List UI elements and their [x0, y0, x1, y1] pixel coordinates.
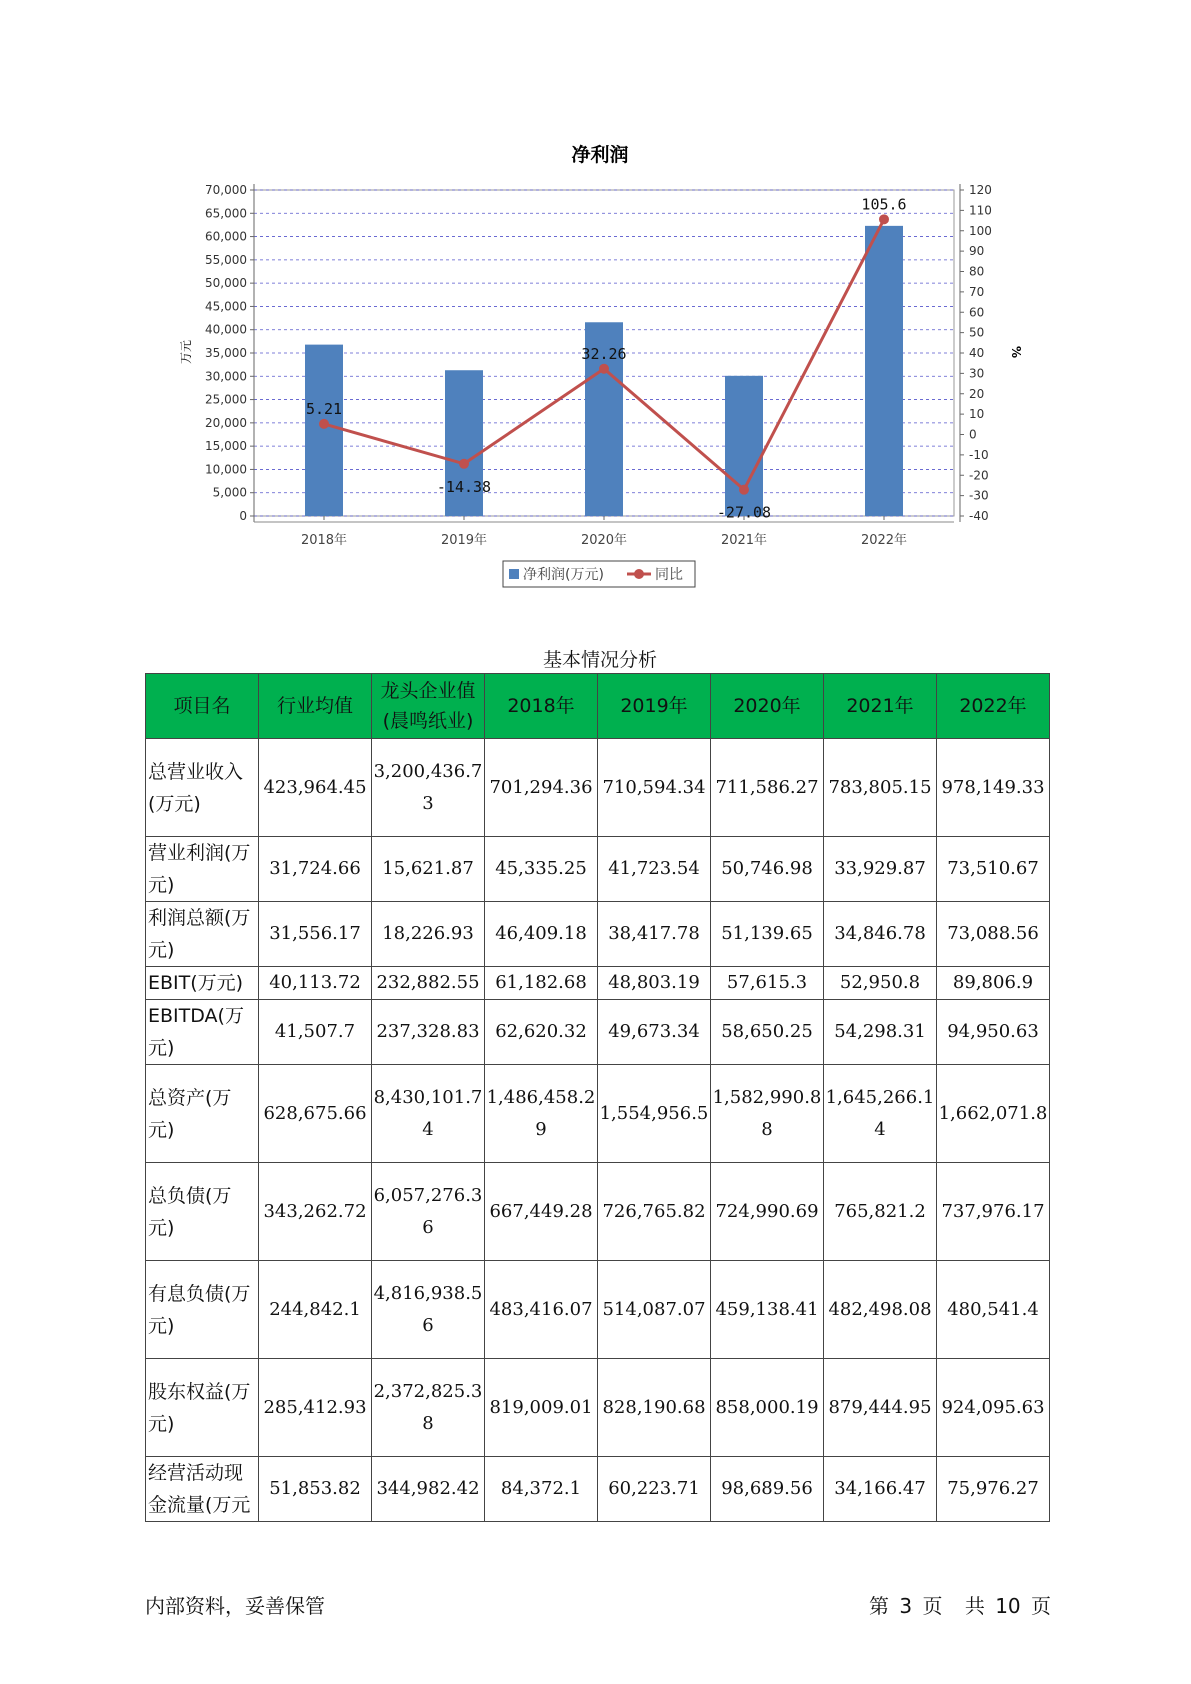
yoy-point	[319, 419, 329, 429]
right-tick-label: -20	[969, 468, 989, 483]
right-tick-label: 120	[969, 183, 992, 197]
table-cell: 711,586.27	[711, 739, 824, 837]
table-cell: 51,139.65	[711, 902, 824, 967]
right-tick-label: -10	[969, 447, 989, 462]
table-cell: 50,746.98	[711, 837, 824, 902]
table-cell: 3,200,436.73	[372, 739, 485, 837]
table-row	[146, 739, 1050, 837]
header-cell: 2019年	[598, 674, 711, 739]
table-cell: 244,842.1	[259, 1261, 372, 1359]
x-tick-label: 2020年	[580, 533, 628, 548]
table-cell: 51,853.82	[259, 1457, 372, 1522]
table-cell: 48,803.19	[598, 967, 711, 1000]
right-tick-label: -40	[969, 509, 989, 523]
table-cell: 34,846.78	[824, 902, 937, 967]
net-profit-chart	[0, 0, 1191, 600]
table-cell: 232,882.55	[372, 967, 485, 1000]
data-label: 5.21	[305, 399, 343, 418]
table-cell: 4,816,938.56	[372, 1261, 485, 1359]
table-cell: 737,976.17	[937, 1163, 1050, 1261]
left-tick-label: 5,000	[212, 485, 247, 500]
left-tick-label: 40,000	[205, 322, 247, 337]
legend-line-marker	[634, 569, 644, 579]
table-cell: 58,650.25	[711, 1000, 824, 1065]
table-cell: 41,723.54	[598, 837, 711, 902]
left-tick-label: 25,000	[205, 392, 247, 407]
right-tick-label: 20	[969, 386, 985, 401]
table-cell: 8,430,101.74	[372, 1065, 485, 1163]
right-tick-label: 70	[969, 284, 985, 299]
right-tick-label: 100	[969, 223, 992, 238]
header-cell: 项目名	[146, 674, 259, 739]
bar	[865, 226, 903, 516]
legend-bar-swatch	[509, 569, 519, 579]
row-label: 有息负债(万元)	[146, 1261, 259, 1359]
table-cell: 61,182.68	[485, 967, 598, 1000]
table-cell: 52,950.8	[824, 967, 937, 1000]
table-cell: 1,582,990.88	[711, 1065, 824, 1163]
table-cell: 94,950.63	[937, 1000, 1050, 1065]
table-cell: 38,417.78	[598, 902, 711, 967]
row-label: EBIT(万元)	[146, 967, 259, 1000]
left-tick-label: 30,000	[205, 369, 247, 384]
right-tick-label: 10	[969, 407, 985, 422]
table-cell: 60,223.71	[598, 1457, 711, 1522]
row-label: EBITDA(万元)	[146, 1000, 259, 1065]
table-cell: 62,620.32	[485, 1000, 598, 1065]
table-cell: 40,113.72	[259, 967, 372, 1000]
left-tick-label: 60,000	[205, 229, 247, 244]
data-label: -14.38	[436, 477, 492, 496]
left-tick-label: 10,000	[205, 462, 247, 477]
table-header-row	[146, 674, 1050, 739]
table-cell: 783,805.15	[824, 739, 937, 837]
table-cell: 31,724.66	[259, 837, 372, 902]
table-cell: 480,541.4	[937, 1261, 1050, 1359]
left-tick-label: 50,000	[205, 276, 247, 291]
page-number	[867, 1590, 1053, 1619]
table-row	[146, 967, 1050, 1000]
right-tick-label: 50	[969, 325, 985, 340]
table-cell: 701,294.36	[485, 739, 598, 837]
right-tick-label: 40	[969, 346, 985, 360]
table-row	[146, 1261, 1050, 1359]
table-row	[146, 1359, 1050, 1457]
table-cell: 828,190.68	[598, 1359, 711, 1457]
data-label: 32.26	[581, 344, 627, 363]
table-cell: 1,554,956.5	[598, 1065, 711, 1163]
right-tick-label: 80	[969, 264, 985, 279]
table-cell: 75,976.27	[937, 1457, 1050, 1522]
table-cell: 724,990.69	[711, 1163, 824, 1261]
left-tick-label: 0	[239, 509, 247, 523]
row-label: 总营业收入(万元)	[146, 739, 259, 837]
table-cell: 15,621.87	[372, 837, 485, 902]
table-cell: 33,929.87	[824, 837, 937, 902]
table-cell: 514,087.07	[598, 1261, 711, 1359]
right-tick-label: 60	[969, 305, 985, 320]
row-label: 总资产(万元)	[146, 1065, 259, 1163]
table-cell: 1,645,266.14	[824, 1065, 937, 1163]
left-tick-label: 45,000	[205, 299, 247, 314]
bar	[725, 376, 763, 516]
row-label: 利润总额(万元)	[146, 902, 259, 967]
bar	[305, 345, 343, 516]
header-cell: 龙头企业值(晨鸣纸业)	[372, 674, 485, 739]
page-unit: 页	[922, 1594, 943, 1618]
legend-line-label: 同比	[655, 567, 683, 583]
x-tick-label: 2019年	[440, 533, 488, 548]
table-cell: 89,806.9	[937, 967, 1050, 1000]
right-tick-label: 30	[969, 366, 985, 381]
table-cell: 18,226.93	[372, 902, 485, 967]
right-tick-label: 110	[969, 203, 992, 218]
header-cell: 2022年	[937, 674, 1050, 739]
table-cell: 31,556.17	[259, 902, 372, 967]
page-total: 10	[995, 1594, 1021, 1618]
table-cell: 423,964.45	[259, 739, 372, 837]
left-tick-label: 15,000	[205, 439, 247, 454]
table-cell: 483,416.07	[485, 1261, 598, 1359]
row-label: 营业利润(万元)	[146, 837, 259, 902]
left-tick-label: 35,000	[205, 346, 247, 360]
data-label: -27.08	[716, 503, 772, 522]
table-cell: 924,095.63	[937, 1359, 1050, 1457]
data-label: 105.6	[861, 195, 907, 214]
table-cell: 34,166.47	[824, 1457, 937, 1522]
table-cell: 978,149.33	[937, 739, 1050, 837]
table-cell: 6,057,276.36	[372, 1163, 485, 1261]
row-label: 股东权益(万元)	[146, 1359, 259, 1457]
table-cell: 459,138.41	[711, 1261, 824, 1359]
table-cell: 858,000.19	[711, 1359, 824, 1457]
table-cell: 482,498.08	[824, 1261, 937, 1359]
left-tick-label: 70,000	[205, 183, 247, 197]
table-cell: 667,449.28	[485, 1163, 598, 1261]
table-cell: 343,262.72	[259, 1163, 372, 1261]
chart-title: 净利润	[571, 144, 629, 166]
table-body	[146, 739, 1050, 1522]
right-tick-label: -30	[969, 488, 989, 503]
header-cell: 2018年	[485, 674, 598, 739]
x-tick-label: 2021年	[720, 533, 768, 548]
header-cell: 2020年	[711, 674, 824, 739]
table-cell: 819,009.01	[485, 1359, 598, 1457]
yoy-point	[599, 364, 609, 374]
page-current: 3	[899, 1594, 913, 1618]
x-tick-label: 2018年	[300, 533, 348, 548]
table-row	[146, 837, 1050, 902]
yoy-point	[459, 459, 469, 469]
table-cell: 73,088.56	[937, 902, 1050, 967]
left-axis-title: 万元	[179, 339, 193, 365]
yoy-point	[739, 485, 749, 495]
header-cell: 2021年	[824, 674, 937, 739]
table-row	[146, 902, 1050, 967]
table-cell: 41,507.7	[259, 1000, 372, 1065]
table-row	[146, 1065, 1050, 1163]
table-row	[146, 1163, 1050, 1261]
table-cell: 879,444.95	[824, 1359, 937, 1457]
x-tick-label: 2022年	[860, 533, 908, 548]
right-axis-title: %	[1009, 345, 1023, 359]
table-cell: 57,615.3	[711, 967, 824, 1000]
table-cell: 54,298.31	[824, 1000, 937, 1065]
chart-canvas	[0, 0, 1191, 600]
table-cell: 1,486,458.29	[485, 1065, 598, 1163]
table-cell: 98,689.56	[711, 1457, 824, 1522]
page-prefix: 第	[869, 1594, 890, 1618]
footer-confidential-note: 内部资料，妥善保管	[145, 1594, 325, 1618]
table-cell: 710,594.34	[598, 739, 711, 837]
row-label: 经营活动现金流量(万元	[146, 1457, 259, 1522]
legend-bar-label: 净利润(万元)	[523, 567, 604, 583]
total-unit: 页	[1031, 1594, 1051, 1618]
total-prefix: 共	[964, 1594, 985, 1618]
right-tick-label: 90	[969, 244, 985, 259]
left-tick-label: 65,000	[205, 206, 247, 221]
table-cell: 285,412.93	[259, 1359, 372, 1457]
table-cell: 237,328.83	[372, 1000, 485, 1065]
table-caption: 基本情况分析	[542, 649, 657, 671]
yoy-point	[879, 214, 889, 224]
table-cell: 45,335.25	[485, 837, 598, 902]
right-tick-label: 0	[969, 427, 977, 442]
header-cell: 行业均值	[259, 674, 372, 739]
table-row	[146, 1000, 1050, 1065]
table-row	[146, 1457, 1050, 1522]
table-cell: 46,409.18	[485, 902, 598, 967]
left-tick-label: 20,000	[205, 415, 247, 430]
left-tick-label: 55,000	[205, 252, 247, 267]
table-cell: 344,982.42	[372, 1457, 485, 1522]
table-cell: 726,765.82	[598, 1163, 711, 1261]
table-cell: 49,673.34	[598, 1000, 711, 1065]
basic-analysis-table	[145, 673, 1050, 1522]
table-cell: 84,372.1	[485, 1457, 598, 1522]
row-label: 总负债(万元)	[146, 1163, 259, 1261]
table-cell: 73,510.67	[937, 837, 1050, 902]
table-cell: 2,372,825.38	[372, 1359, 485, 1457]
table-cell: 765,821.2	[824, 1163, 937, 1261]
table-cell: 1,662,071.8	[937, 1065, 1050, 1163]
table-cell: 628,675.66	[259, 1065, 372, 1163]
